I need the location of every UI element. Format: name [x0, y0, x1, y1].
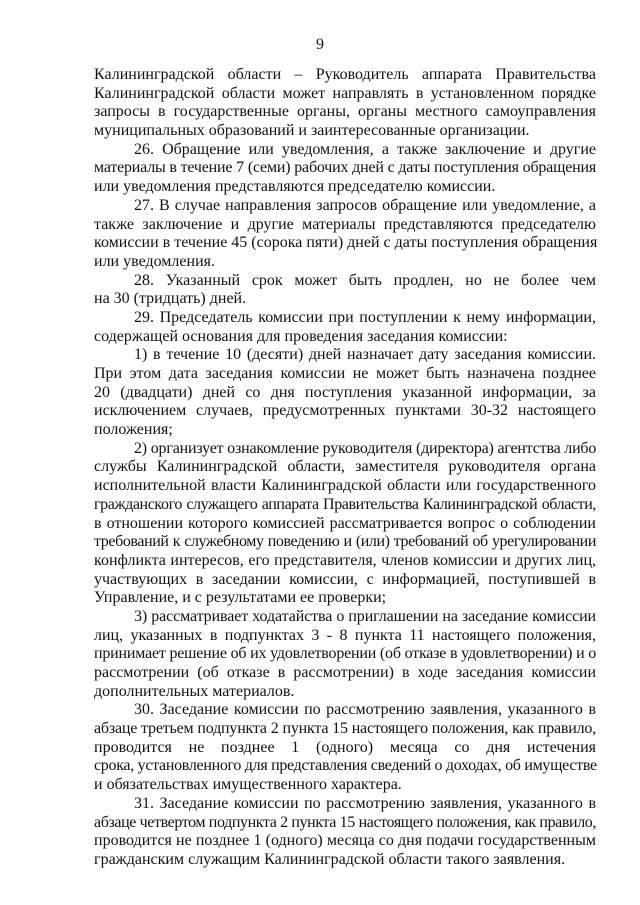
text-line: дополнительных материалов.	[94, 682, 295, 700]
text-line: проводится не позднее 1 (одного) месяца со дня подачи государственным	[94, 832, 596, 850]
text-line: 2) организует ознакомление руководителя (директора) агентства либо	[134, 439, 597, 457]
text-line: или уведомления.	[94, 252, 215, 270]
text-line: требований к служебному поведению и (или) требований об урегулировании	[94, 533, 596, 551]
text-line: в отношении которого комиссией рассматривается вопрос о соблюдении	[94, 514, 596, 532]
text-line: исключением случаев, предусмотренных пунктами 30-32 настоящего	[94, 402, 596, 420]
text-line: Калининградской области может направлять в установленном порядке	[94, 84, 596, 102]
text-line: и обязательствах имущественного характера.	[94, 776, 402, 794]
text-line: 27. В случае направления запросов обращение или уведомление, а	[134, 196, 596, 214]
text-line: лиц, указанных в подпунктах 3 - 8 пункта 11 настоящего положения,	[94, 626, 596, 644]
text-line: участвующих в заседании комиссии, с информацией, поступившей в	[94, 570, 596, 588]
text-line: абзаце четвертом подпункта 2 пункта 15 настоящего положения, как правило,	[94, 813, 596, 831]
text-line: службы Калининградской области, заместителя руководителя органа	[94, 458, 596, 476]
text-line: принимает решение об их удовлетворении (об отказе в удовлетворении) и о	[94, 645, 597, 663]
text-line: При этом дата заседания комиссии не может быть назначена позднее	[94, 365, 596, 382]
text-line: содержащей основания для проведения заседания комиссии:	[94, 327, 508, 345]
text-line: 28. Указанный срок может быть продлен, но не более чем	[134, 271, 596, 289]
text-line: абзаце третьем подпункта 2 пункта 15 настоящего положения, как правило,	[94, 720, 596, 738]
text-line: 30. Заседание комиссии по рассмотрению заявления, указанного в	[134, 701, 596, 719]
text-line: комиссии в течение 45 (сорока пяти) дней с даты поступления обращения	[94, 234, 598, 252]
text-line: срока, установленного для представления сведений о доходах, об имуществе	[94, 757, 597, 775]
text-line: гражданского служащего аппарата Правительства Калининградской области,	[94, 495, 596, 513]
text-line: 29. Председатель комиссии при поступлении к нему информации,	[134, 308, 596, 326]
text-line: гражданским служащим Калининградской области такого заявления.	[94, 850, 566, 868]
body-text	[94, 66, 596, 870]
text-line: проводится не позднее 1 (одного) месяца со дня истечения	[94, 738, 596, 756]
text-line: материалы в течение 7 (семи) рабочих дней с даты поступления обращения	[94, 159, 596, 177]
text-line: или уведомления представляются председателю комиссии.	[94, 178, 496, 196]
text-line: 1) в течение 10 (десяти) дней назначает дату заседания комиссии.	[134, 346, 596, 364]
text-line: исполнительной власти Калининградской области или государственного	[94, 477, 596, 495]
text-line: муниципальных образований и заинтересованные организации.	[94, 122, 530, 140]
text-line: 26. Обращение или уведомления, а также заключение и другие	[134, 140, 596, 158]
text-line: рассмотрении (об отказе в рассмотрении) в ходе заседания комиссии	[94, 664, 596, 681]
text-line: запросы в государственные органы, органы местного самоуправления	[94, 103, 596, 121]
text-line: Калининградской области – Руководитель аппарата Правительства	[94, 66, 596, 83]
page-number: 9	[316, 36, 324, 53]
text-line: положения;	[94, 421, 173, 439]
text-line: конфликта интересов, его представителя, членов комиссии и других лиц,	[94, 551, 596, 569]
text-line: на 30 (тридцать) дней.	[94, 290, 247, 308]
text-line: Управление, и с результатами ее проверки;	[94, 589, 387, 607]
text-line: 20 (двадцати) дней со дня поступления указанной информации, за	[94, 383, 596, 401]
text-line: 3) рассматривает ходатайства о приглашении на заседание комиссии	[134, 607, 596, 625]
text-line: также заключение и другие материалы представляются председателю	[94, 215, 596, 233]
text-line: 31. Заседание комиссии по рассмотрению заявления, указанного в	[134, 794, 596, 812]
